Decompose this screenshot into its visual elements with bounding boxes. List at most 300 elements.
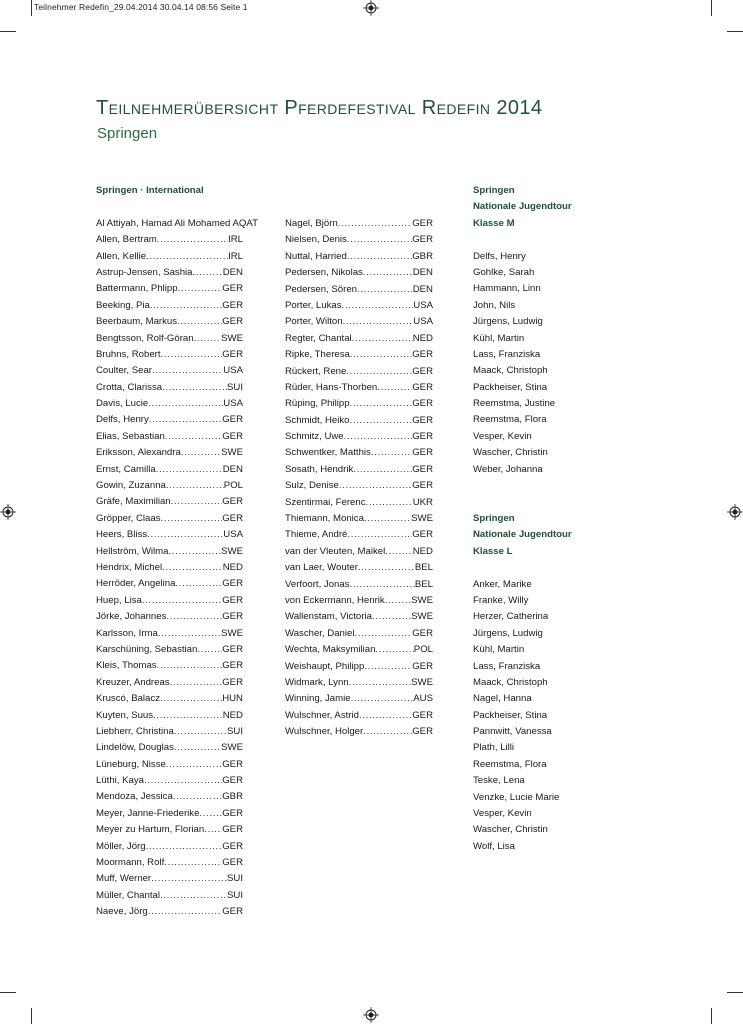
participant-name: Karschüning, Sebastian <box>96 643 198 655</box>
participant-country: GBR <box>412 250 433 262</box>
jugendtour-m-section <box>473 183 643 478</box>
participant-name: Ernst, Camilla <box>96 463 156 475</box>
registration-mark-left-icon <box>0 504 16 520</box>
participant-country: GER <box>412 627 433 639</box>
crop-mark-top-left-v <box>31 0 32 16</box>
leader-dots <box>372 609 411 625</box>
participant-country: SWE <box>221 742 243 754</box>
participant-row <box>285 396 433 412</box>
participant-row <box>96 773 243 789</box>
leader-dots <box>171 494 223 510</box>
print-slug: Teilnehmer Redefin_29.04.2014 30.04.14 08:56 Seite 1 <box>34 2 248 12</box>
leader-dots <box>166 757 222 773</box>
participant-country: SWE <box>221 332 243 344</box>
leader-dots <box>199 806 222 822</box>
participant-row <box>285 577 433 593</box>
participant-row <box>96 708 243 724</box>
participant-country: DEN <box>222 266 243 278</box>
leader-dots <box>194 331 222 347</box>
participant-name: Reemstma, Flora <box>473 758 547 770</box>
participant-name: Gräfe, Maximilian <box>96 496 171 508</box>
leader-dots <box>177 314 222 330</box>
crop-mark-top-left-h <box>0 31 16 32</box>
participant-name: Delfs, Henry <box>96 414 149 426</box>
participant-row <box>96 806 243 822</box>
participant-name: Venzke, Lucie Marie <box>473 791 560 803</box>
jugendtour-l-section <box>473 511 643 855</box>
leader-dots <box>343 314 414 330</box>
participant-name: Schmidt, Heiko <box>285 414 350 426</box>
participant-country: USA <box>413 316 433 328</box>
participant-country: GER <box>222 594 243 606</box>
participant-country: UKR <box>412 496 433 508</box>
participant-name: Crotta, Clarissa <box>96 381 163 393</box>
leader-dots <box>165 429 222 445</box>
participant-name: Karlsson, Irma <box>96 627 158 639</box>
participant-name: Herzer, Catherina <box>473 611 549 623</box>
crop-mark-bottom-right-v <box>711 1008 712 1024</box>
leader-dots <box>181 445 221 461</box>
participant-name: Porter, Lukas <box>285 299 342 311</box>
leader-dots <box>350 396 413 412</box>
participant-name: Reemstma, Justine <box>473 398 556 410</box>
participant-name: Lass, Franziska <box>473 348 541 360</box>
participant-row <box>285 659 433 675</box>
participant-country: IRL <box>228 250 243 262</box>
participant-name: Hellström, Wilma <box>96 545 169 557</box>
participant-country: POL <box>223 480 243 492</box>
participant-row <box>96 462 243 478</box>
participant-row <box>96 560 243 576</box>
participant-country: USA <box>223 365 243 377</box>
crop-mark-top-right-h <box>727 31 743 32</box>
participant-name: Schwentker, Matthis <box>285 447 371 459</box>
participant-row <box>96 822 243 838</box>
leader-dots <box>174 724 227 740</box>
leader-dots <box>161 347 223 363</box>
leader-dots <box>153 708 223 724</box>
participant-name: Meyer zu Hartum, Florian <box>96 824 205 836</box>
jugendtour-l-heading-2: Nationale Jugendtour <box>473 529 572 541</box>
leader-dots <box>174 740 221 756</box>
participant-country: HUN <box>222 693 243 705</box>
participant-country: GER <box>412 431 433 443</box>
participant-row <box>285 347 433 363</box>
international-list-2 <box>285 216 433 741</box>
participant-row <box>96 331 243 347</box>
participant-row <box>96 232 243 248</box>
leader-dots <box>156 462 223 478</box>
participant-name: Bruhns, Robert <box>96 348 161 360</box>
participant-country: GER <box>412 529 433 541</box>
page-title-year: 2014 <box>496 97 543 119</box>
leader-dots <box>363 724 412 740</box>
leader-dots <box>344 429 413 445</box>
participant-name: Vesper, Kevin <box>473 808 532 820</box>
participant-name: Winning, Jamie <box>285 693 351 705</box>
leader-dots <box>359 708 412 724</box>
participant-row <box>285 445 433 461</box>
participant-country: SUI <box>227 381 243 393</box>
participant-name: Al Attiyah, Hamad Ali Mohamed A <box>96 217 239 229</box>
participant-country: SWE <box>411 676 433 688</box>
participant-row <box>285 495 433 511</box>
participant-name: Widmark, Lynn <box>285 676 349 688</box>
participant-row <box>96 429 243 445</box>
leader-dots <box>166 609 222 625</box>
participant-name: Pedersen, Nikolas <box>285 267 363 279</box>
participant-name: Maack, Christoph <box>473 365 548 377</box>
participant-row <box>96 609 243 625</box>
participant-row <box>285 249 433 265</box>
page-title-text: Teilnehmerübersicht Pferdefestival Redefin <box>96 97 491 119</box>
jugendtour-m-list <box>473 249 643 478</box>
participant-name: Maack, Christoph <box>473 676 548 688</box>
leader-dots <box>160 691 222 707</box>
participant-name: Plath, Lilli <box>473 742 515 754</box>
participant-row <box>96 904 243 920</box>
participant-country: GER <box>222 660 243 672</box>
participant-name: Thiemann, Monica <box>285 513 364 525</box>
leader-dots <box>197 642 222 658</box>
jugendtour-m-heading-2: Nationale Jugendtour <box>473 201 572 213</box>
registration-mark-right-icon <box>727 504 743 520</box>
participant-name: Thieme, André <box>285 529 348 541</box>
participant-row <box>285 560 433 576</box>
registration-mark-bottom-icon <box>363 1007 379 1023</box>
participant-name: Anker, Marike <box>473 578 532 590</box>
participant-country: GER <box>412 398 433 410</box>
leader-dots <box>375 642 413 658</box>
participant-country: GER <box>412 660 433 672</box>
participant-row <box>285 609 433 625</box>
participant-name: Reemstma, Flora <box>473 414 547 426</box>
participant-country: DEN <box>222 463 243 475</box>
participant-name: Herröder, Angelina <box>96 578 176 590</box>
participant-row <box>96 740 243 756</box>
jugendtour-m-heading-3: Klasse M <box>473 217 515 229</box>
participant-name: Beerbaum, Markus <box>96 316 178 328</box>
leader-dots <box>146 839 223 855</box>
participant-name: Meyer, Janne-Friederike <box>96 807 200 819</box>
participant-country: GER <box>412 234 433 246</box>
leader-dots <box>152 363 223 379</box>
participant-name: Rüping, Philipp <box>285 398 350 410</box>
page-subtitle: Springen <box>97 125 158 142</box>
participant-country: DEN <box>412 283 433 295</box>
participant-name: Möller, Jörg <box>96 840 146 852</box>
leader-dots <box>350 577 415 593</box>
participant-row <box>96 724 243 740</box>
participant-name: Hammann, Linn <box>473 283 541 295</box>
participant-row <box>285 216 433 232</box>
participant-name: Packheiser, Stina <box>473 709 548 721</box>
participant-name: Eriksson, Alexandra <box>96 447 181 459</box>
participant-name: Kruscó, Balacz <box>96 693 160 705</box>
participant-country: GER <box>412 480 433 492</box>
participant-country: GER <box>222 824 243 836</box>
leader-dots <box>347 527 412 543</box>
participant-row <box>96 396 243 412</box>
participant-name: Jörke, Johannes <box>96 611 167 623</box>
participant-row <box>96 281 243 297</box>
participant-country: NED <box>412 332 433 344</box>
leader-dots <box>162 560 223 576</box>
leader-dots <box>193 265 223 281</box>
international-column-1 <box>96 183 258 921</box>
participant-row <box>96 249 243 265</box>
participant-row <box>96 511 243 527</box>
crop-mark-bottom-left-v <box>31 1008 32 1024</box>
participant-name: van Laer, Wouter <box>285 562 358 574</box>
participant-country: USA <box>413 299 433 311</box>
participant-country: GER <box>222 348 243 360</box>
participant-country: SWE <box>411 611 433 623</box>
participant-name: Verfoort, Jonas <box>285 578 350 590</box>
leader-dots <box>166 478 224 494</box>
participant-name: Pannwitt, Vanessa <box>473 726 552 738</box>
leader-dots <box>204 822 222 838</box>
participant-row <box>96 789 243 805</box>
leader-dots <box>150 298 222 314</box>
participant-row <box>96 839 243 855</box>
participant-row <box>96 675 243 691</box>
international-heading: Springen · International <box>96 185 204 196</box>
participant-name: Astrup-Jensen, Sashia <box>96 266 193 278</box>
participant-row <box>96 544 243 560</box>
participant-name: Wulschner, Astrid <box>285 709 359 721</box>
leader-dots <box>147 527 223 543</box>
participant-name: Kühl, Martin <box>473 644 525 656</box>
participant-row <box>285 331 433 347</box>
participant-row <box>285 626 433 642</box>
participant-row <box>96 216 258 232</box>
leader-dots <box>342 298 414 314</box>
participant-name: Moormann, Rolf <box>96 857 165 869</box>
participant-name: Wallenstam, Victoria <box>285 611 372 623</box>
participant-row <box>96 757 243 773</box>
participant-row <box>96 445 243 461</box>
participant-country: GER <box>222 643 243 655</box>
participant-name: Weishaupt, Philipp <box>285 660 365 672</box>
participant-country: GER <box>412 414 433 426</box>
leader-dots <box>148 396 223 412</box>
participant-name: Delfs, Henry <box>473 250 526 262</box>
participant-row <box>96 494 243 510</box>
participant-name: Sosath, Hendrik <box>285 463 354 475</box>
jugendtour-l-list <box>473 577 643 856</box>
participant-row <box>285 265 433 281</box>
participant-name: Kleis, Thomas <box>96 660 157 672</box>
participant-country: GER <box>222 857 243 869</box>
participant-row <box>285 642 433 658</box>
leader-dots <box>358 560 415 576</box>
participant-country: AUS <box>413 693 433 705</box>
participant-name: Wechta, Maksymilian <box>285 644 376 656</box>
participant-country: SUI <box>227 725 243 737</box>
participant-name: Jürgens, Ludwig <box>473 627 543 639</box>
leader-dots <box>164 855 222 871</box>
participant-country: GER <box>222 414 243 426</box>
participant-name: Beeking, Pia <box>96 299 150 311</box>
participant-row <box>96 626 243 642</box>
leader-dots <box>364 511 411 527</box>
participant-country: SWE <box>221 545 243 557</box>
leader-dots <box>160 888 227 904</box>
participant-row <box>285 675 433 691</box>
participant-country: GER <box>412 726 433 738</box>
registration-mark-top-icon <box>363 0 379 16</box>
participant-row <box>96 888 243 904</box>
international-list-1 <box>96 216 258 921</box>
leader-dots <box>178 281 223 297</box>
participant-name: Muff, Werner <box>96 873 152 885</box>
participant-row <box>285 462 433 478</box>
participant-name: Wascher, Christin <box>473 824 548 836</box>
participant-name: Wascher, Christin <box>473 447 548 459</box>
participant-row <box>96 658 243 674</box>
leader-dots <box>363 265 413 281</box>
participant-name: Packheiser, Stina <box>473 381 548 393</box>
participant-name: Gohlke, Sarah <box>473 266 535 278</box>
participant-country: NED <box>222 709 243 721</box>
leader-dots <box>366 495 413 511</box>
participant-row <box>285 478 433 494</box>
participant-country: SUI <box>227 889 243 901</box>
participant-name: von Eckermann, Henrik <box>285 594 385 606</box>
leader-dots <box>353 462 412 478</box>
participant-row <box>96 298 243 314</box>
participant-country: IRL <box>228 234 243 246</box>
participant-country: QAT <box>238 217 258 229</box>
participant-country: GER <box>412 447 433 459</box>
participant-row <box>96 691 243 707</box>
participant-country: GER <box>412 349 433 361</box>
participant-name: Nuttal, Harried <box>285 250 347 262</box>
participant-row <box>285 282 433 298</box>
participant-name: Wulschner, Holger <box>285 726 364 738</box>
participant-name: Davis, Lucie <box>96 398 149 410</box>
leader-dots <box>346 364 412 380</box>
participant-country: SWE <box>221 627 243 639</box>
participant-country: GER <box>222 807 243 819</box>
leader-dots <box>338 216 412 232</box>
participant-country: GER <box>222 775 243 787</box>
participant-name: Franke, Willy <box>473 594 529 606</box>
leader-dots <box>377 380 412 396</box>
leader-dots <box>352 331 413 347</box>
participant-row <box>285 724 433 740</box>
participant-name: Ripke, Theresa <box>285 349 350 361</box>
participant-country: GER <box>222 299 243 311</box>
participant-country: NED <box>222 561 243 573</box>
participant-name: Sulz, Denise <box>285 480 339 492</box>
participant-row <box>285 429 433 445</box>
participant-name: van der Vleuten, Maikel <box>285 545 386 557</box>
participant-name: Allen, Bertram <box>96 234 157 246</box>
leader-dots <box>173 789 222 805</box>
participant-country: GER <box>412 365 433 377</box>
participant-country: USA <box>223 398 243 410</box>
participant-country: GER <box>222 840 243 852</box>
leader-dots <box>148 904 222 920</box>
participant-row <box>96 871 243 887</box>
participant-name: Müller, Chantal <box>96 889 160 901</box>
participant-row <box>96 314 243 330</box>
participant-name: Hendrix, Michel <box>96 561 163 573</box>
participant-country: GER <box>222 611 243 623</box>
participant-country: DEN <box>412 267 433 279</box>
participant-country: GER <box>412 381 433 393</box>
participant-name: Bengtsson, Rolf-Göran <box>96 332 194 344</box>
participant-name: Nagel, Hanna <box>473 693 532 705</box>
participant-country: GER <box>412 218 433 229</box>
participant-row <box>96 265 243 281</box>
jugendtour-l-heading-3: Klasse L <box>473 545 513 557</box>
participant-name: Heers, Bliss <box>96 529 148 541</box>
leader-dots <box>146 249 228 265</box>
international-column-2 <box>285 216 433 741</box>
participant-name: Wascher, Daniel <box>285 627 355 639</box>
participant-country: POL <box>413 644 433 656</box>
participant-name: Gowin, Zuzanna <box>96 480 166 492</box>
participant-name: Weber, Johanna <box>473 463 543 475</box>
participant-row <box>285 380 433 396</box>
leader-dots <box>385 593 411 609</box>
leader-dots <box>170 675 223 691</box>
participant-row <box>96 412 243 428</box>
leader-dots <box>175 576 222 592</box>
participant-row <box>285 593 433 609</box>
participant-name: Kühl, Martin <box>473 332 525 344</box>
crop-mark-bottom-left-h <box>0 992 16 993</box>
participant-name: Lüneburg, Nisse <box>96 758 166 770</box>
participant-name: Liebherr, Christina <box>96 725 174 737</box>
leader-dots <box>355 626 413 642</box>
leader-dots <box>349 675 412 691</box>
participant-name: Wolf, Lisa <box>473 840 515 852</box>
participant-name: Gröpper, Claas <box>96 512 161 524</box>
participant-row <box>285 708 433 724</box>
participant-row <box>285 527 433 543</box>
leader-dots <box>357 282 413 298</box>
participant-name: Regter, Chantal <box>285 332 352 344</box>
participant-country: GER <box>222 496 243 508</box>
leader-dots <box>347 232 412 248</box>
participant-row <box>285 298 433 314</box>
participant-name: Mendoza, Jessica <box>96 791 173 803</box>
participant-name: Coulter, Sear <box>96 365 152 377</box>
leader-dots <box>151 871 227 887</box>
jugendtour-m-heading-1: Springen <box>473 185 515 196</box>
crop-mark-bottom-right-h <box>727 992 743 993</box>
leader-dots <box>339 478 412 494</box>
participant-country: BEL <box>414 578 433 590</box>
leader-dots <box>161 511 223 527</box>
participant-name: Huep, Lisa <box>96 594 142 606</box>
participant-country: GER <box>222 578 243 590</box>
leader-dots <box>385 544 412 560</box>
leader-dots <box>149 412 222 428</box>
participant-country: SWE <box>411 513 433 525</box>
participant-country: SWE <box>221 447 243 459</box>
leader-dots <box>142 593 222 609</box>
participant-name: Elias, Sebastian <box>96 430 165 442</box>
participant-name: Naeve, Jörg <box>96 906 148 918</box>
participant-name: Rüder, Hans-Thorben <box>285 381 378 393</box>
participant-row <box>285 314 433 330</box>
participant-row <box>285 511 433 527</box>
